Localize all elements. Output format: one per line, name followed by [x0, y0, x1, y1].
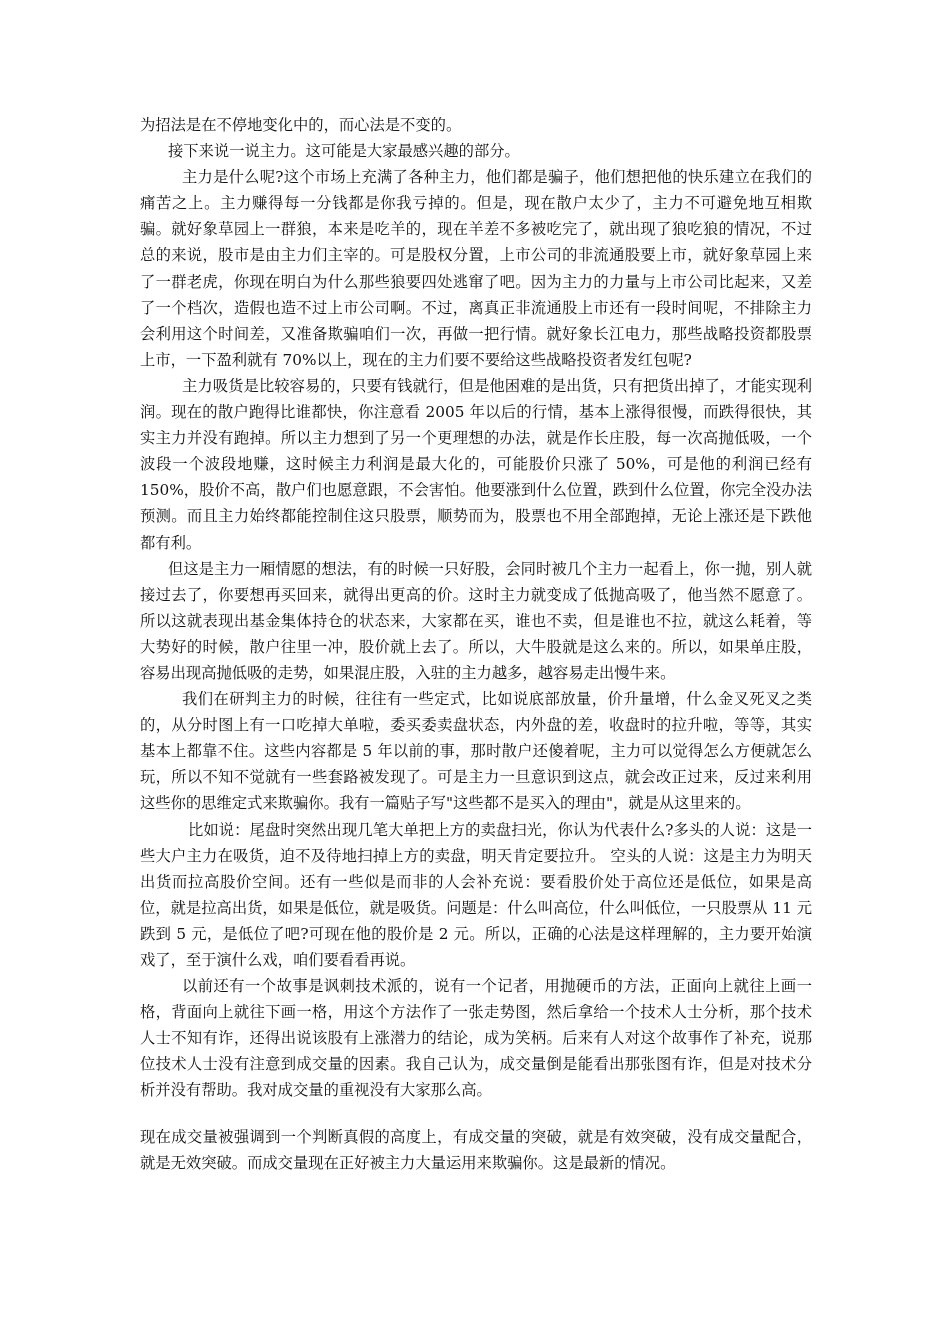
paragraph-5: 但这是主力一厢情愿的想法，有的时候一只好股，会同时被几个主力一起看上，你一抛，别人就接过去了，你要想再买回来，就得出更高的价。这时主力就变成了低抛高吸了，他当然不愿意了。所以这就表现出基金集体持仓的状态来，大家都在买，谁也不卖，但是谁也不拉，就这么耗着，等大势好的时候，散户往里一冲，股价就上去了。所以，大牛股就是这么来的。所以，如果单庄股，容易出现高抛低吸的走势，如果混庄股，入驻的主力越多，越容易走出慢牛来。 [140, 559, 812, 682]
paragraph-4: 主力吸货是比较容易的，只要有钱就行，但是他困难的是出货，只有把货出掉了，才能实现利润。现在的散户跑得比谁都快，你注意看 2005 年以后的行情，基本上涨得很慢，而跌得很快，其实主力并没有跑掉。所以主力想到了另一个更理想的办法，就是作长庄股，每一次高抛低吸，一个波段一个波段地赚，这时候主力利润是最大化的，可能股价只涨了 50%，可是他的利润已经有 150%，股价不高，散户们也愿意跟，不会害怕。他要涨到什么位置，跌到什么位置，你完全没办法预测。而且主力始终都能控制住这只股票，顺势而为，股票也不用全部跑掉，无论上涨还是下跌他都有利。 [140, 376, 812, 552]
paragraph-9: 现在成交量被强调到一个判断真假的高度上，有成交量的突破，就是有效突破，没有成交量配合，就是无效突破。而成交量现在正好被主力大量运用来欺骗你。这是最新的情况。 [140, 1127, 812, 1172]
document-body [140, 112, 812, 1176]
paragraph-7: 比如说：尾盘时突然出现几笔大单把上方的卖盘扫光，你认为代表什么?多头的人说：这是一些大户主力在吸货，迫不及待地扫掉上方的卖盘，明天肯定要拉升。 空头的人说：这是主力为明天出货而拉高股价空间。还有一些似是而非的人会补充说：要看股价处于高位还是低位，如果是高位，就是拉高出货，如果是低位，就是吸货。问题是：什么叫高位，什么叫低位，一只股票从 11 元跌到 5 元，是低位了吧?可现在他的股价是 2 元。所以，正确的心法是这样理解的，主力要开始演戏了，至于演什么戏，咱们要看看再说。 [140, 820, 812, 969]
paragraph-3: 主力是什么呢?这个市场上充满了各种主力，他们都是骗子，他们想把他的快乐建立在我们的痛苦之上。主力赚得每一分钱都是你我亏掉的。但是，现在散户太少了，主力不可避免地互相欺骗。就好象草园上一群狼，本来是吃羊的，现在羊差不多被吃完了，就出现了狼吃狼的情况，不过总的来说，股市是由主力们主宰的。可是股权分置，上市公司的非流通股要上市，就好象草园上来了一群老虎，你现在明白为什么那些狼要四处逃窜了吧。因为主力的力量与上市公司比起来，又差了一个档次，造假也造不过上市公司啊。不过，离真正非流通股上市还有一段时间呢，不排除主力会利用这个时间差，又准备欺骗咱们一次，再做一把行情。就好象长江电力，那些战略投资都股票上市，一下盈利就有 70%以上，现在的主力们要不要给这些战略投资者发红包呢? [140, 168, 812, 369]
paragraph-6: 我们在研判主力的时候，往往有一些定式，比如说底部放量，价升量增，什么金叉死叉之类的，从分时图上有一口吃掉大单啦，委买委卖盘状态，内外盘的差，收盘时的拉升啦，等等，其实基本上都靠不住。这些内容都是 5 年以前的事，那时散户还傻着呢，主力可以觉得怎么方便就怎么玩，所以不知不觉就有一些套路被发现了。可是主力一旦意识到这点，就会改正过来，反过来利用这些你的思维定式来欺骗你。我有一篇贴子写"这些都不是买入的理由"，就是从这里来的。 [140, 690, 812, 813]
paragraph-gap [140, 1104, 812, 1124]
paragraph-1: 为招法是在不停地变化中的，而心法是不变的。 [140, 116, 462, 134]
paragraph-8: 以前还有一个故事是讽刺技术派的，说有一个记者，用抛硬币的方法，正面向上就往上画一格，背面向上就往下画一格，用这个方法作了一张走势图，然后拿给一个技术人士分析，那个技术人士不知有诈，还得出说该股有上涨潜力的结论，成为笑柄。后来有人对这个故事作了补充，说那位技术人士没有注意到成交量的因素。我自己认为，成交量倒是能看出那张图有诈，但是对技术分析并没有帮助。我对成交量的重视没有大家那么高。 [140, 977, 812, 1100]
paragraph-2: 接下来说一说主力。这可能是大家最感兴趣的部分。 [168, 142, 520, 161]
